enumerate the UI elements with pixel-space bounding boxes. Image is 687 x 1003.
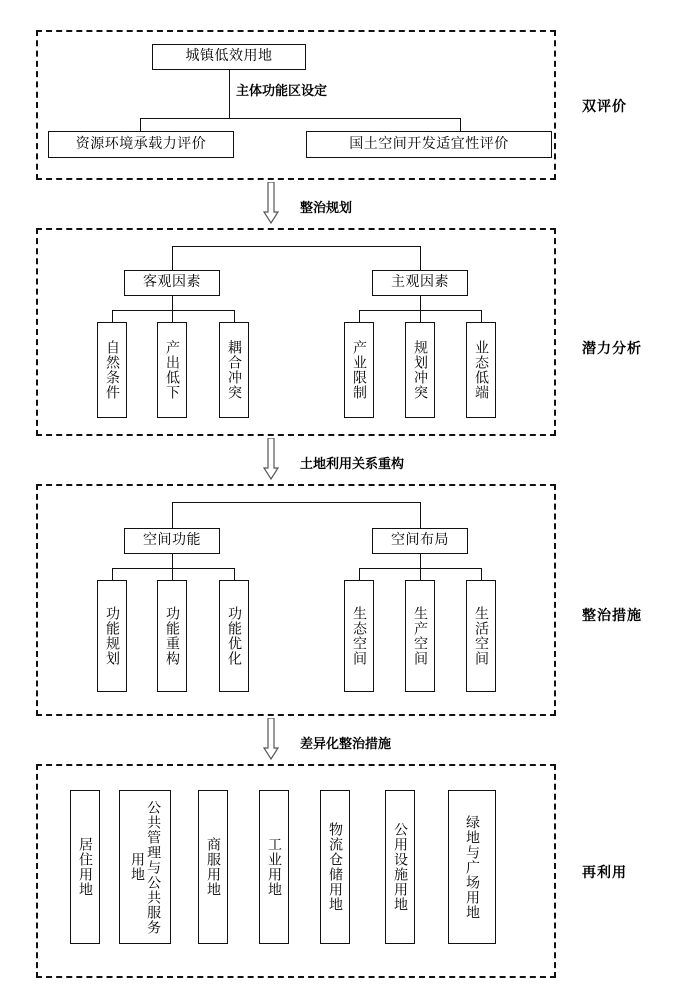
line-gongneng-bar bbox=[112, 568, 234, 569]
box-keguan-yinsu: 客观因素 bbox=[124, 270, 220, 296]
box-kongjian-gongneng: 空间功能 bbox=[124, 528, 220, 554]
line-zhuguan-stem bbox=[420, 296, 421, 310]
box-zhuguan-yinsu: 主观因素 bbox=[372, 270, 468, 296]
box-kongjian-buju: 空间布局 bbox=[372, 528, 468, 554]
box-chengzhen-diXiao-yongdi: 城镇低效用地 bbox=[152, 44, 306, 70]
line-buju-stem bbox=[420, 554, 421, 568]
line-keguan-bar bbox=[112, 310, 234, 311]
box-chanye-xianzhi: 产业限制 bbox=[344, 322, 374, 418]
box-shengtai-kongjian: 生态空间 bbox=[344, 580, 374, 692]
box-guihua-chongtu: 规划冲突 bbox=[405, 322, 435, 418]
box-yetai-diduan: 业态低端 bbox=[466, 322, 496, 418]
line-top-bar-3 bbox=[172, 502, 420, 503]
box-wuliu-cangchu-yongdi: 物流仓储用地 bbox=[320, 790, 350, 944]
line-buju-b3 bbox=[481, 568, 482, 580]
line-keguan-b3 bbox=[234, 310, 235, 322]
line-head-left-3 bbox=[172, 502, 173, 528]
line-top-to-split bbox=[229, 70, 230, 118]
box-juzhu-yongdi: 居住用地 bbox=[70, 790, 100, 944]
label-zhuti-gongnengqu: 主体功能区设定 bbox=[236, 84, 328, 99]
label-tudi-liyong-chonggou: 土地利用关系重构 bbox=[300, 457, 405, 472]
box-gongneng-youhua: 功能优化 bbox=[219, 580, 249, 692]
block-arrow-3 bbox=[263, 718, 279, 760]
line-keguan-b2 bbox=[172, 310, 173, 322]
side-label-zailiyong: 再利用 bbox=[582, 865, 627, 881]
box-guotu-kongjian-shiyixing: 国土空间开发适宜性评价 bbox=[306, 131, 552, 158]
line-split-left-1 bbox=[140, 118, 141, 132]
box-gongneng-guihua: 功能规划 bbox=[97, 580, 127, 692]
box-gongyong-sheshi-yongdi: 公用设施用地 bbox=[385, 790, 415, 944]
line-zhuguan-b1 bbox=[359, 310, 360, 322]
line-split-bar-1 bbox=[140, 118, 460, 119]
block-arrow-2 bbox=[263, 438, 279, 480]
label-chayihua-zhengzhi: 差异化整治措施 bbox=[300, 737, 392, 752]
line-head-left-2 bbox=[172, 246, 173, 270]
side-label-shuangpingjia: 双评价 bbox=[582, 99, 627, 115]
label-zhengzhi-guihua: 整治规划 bbox=[300, 201, 353, 216]
box-ouhe-chongtu: 耦合冲突 bbox=[219, 322, 249, 418]
line-buju-b2 bbox=[420, 568, 421, 580]
line-zhuguan-b2 bbox=[420, 310, 421, 322]
line-head-right-2 bbox=[420, 246, 421, 270]
line-gongneng-b1 bbox=[112, 568, 113, 580]
line-split-right-1 bbox=[460, 118, 461, 132]
box-ziran-tiaojian: 自然条件 bbox=[97, 322, 127, 418]
box-ziyuan-huanjing-chengzaili: 资源环境承载力评价 bbox=[48, 131, 234, 158]
box-gongye-yongdi: 工业用地 bbox=[259, 790, 289, 944]
line-buju-b1 bbox=[359, 568, 360, 580]
line-gongneng-b2 bbox=[172, 568, 173, 580]
line-top-bar-2 bbox=[172, 246, 420, 247]
box-gonggong-guanli-fuwu-yongdi: 公共管理与公共服务用地 bbox=[119, 790, 171, 944]
box-shenghuo-kongjian: 生活空间 bbox=[466, 580, 496, 692]
side-label-cuoshi: 整治措施 bbox=[582, 608, 642, 624]
line-head-right-3 bbox=[420, 502, 421, 528]
line-zhuguan-b3 bbox=[481, 310, 482, 322]
box-shengchan-kongjian: 生产空间 bbox=[405, 580, 435, 692]
box-gongneng-chonggou: 功能重构 bbox=[157, 580, 187, 692]
box-shangfu-yongdi: 商服用地 bbox=[198, 790, 228, 944]
line-gongneng-stem bbox=[172, 554, 173, 568]
block-arrow-1 bbox=[263, 182, 279, 224]
line-gongneng-b3 bbox=[234, 568, 235, 580]
line-keguan-stem bbox=[172, 296, 173, 310]
box-chanchu-dixia: 产出低下 bbox=[157, 322, 187, 418]
box-lvdi-guangchang-yongdi: 绿地与广场用地 bbox=[448, 790, 496, 944]
side-label-qianli: 潜力分析 bbox=[582, 341, 642, 357]
line-keguan-b1 bbox=[112, 310, 113, 322]
